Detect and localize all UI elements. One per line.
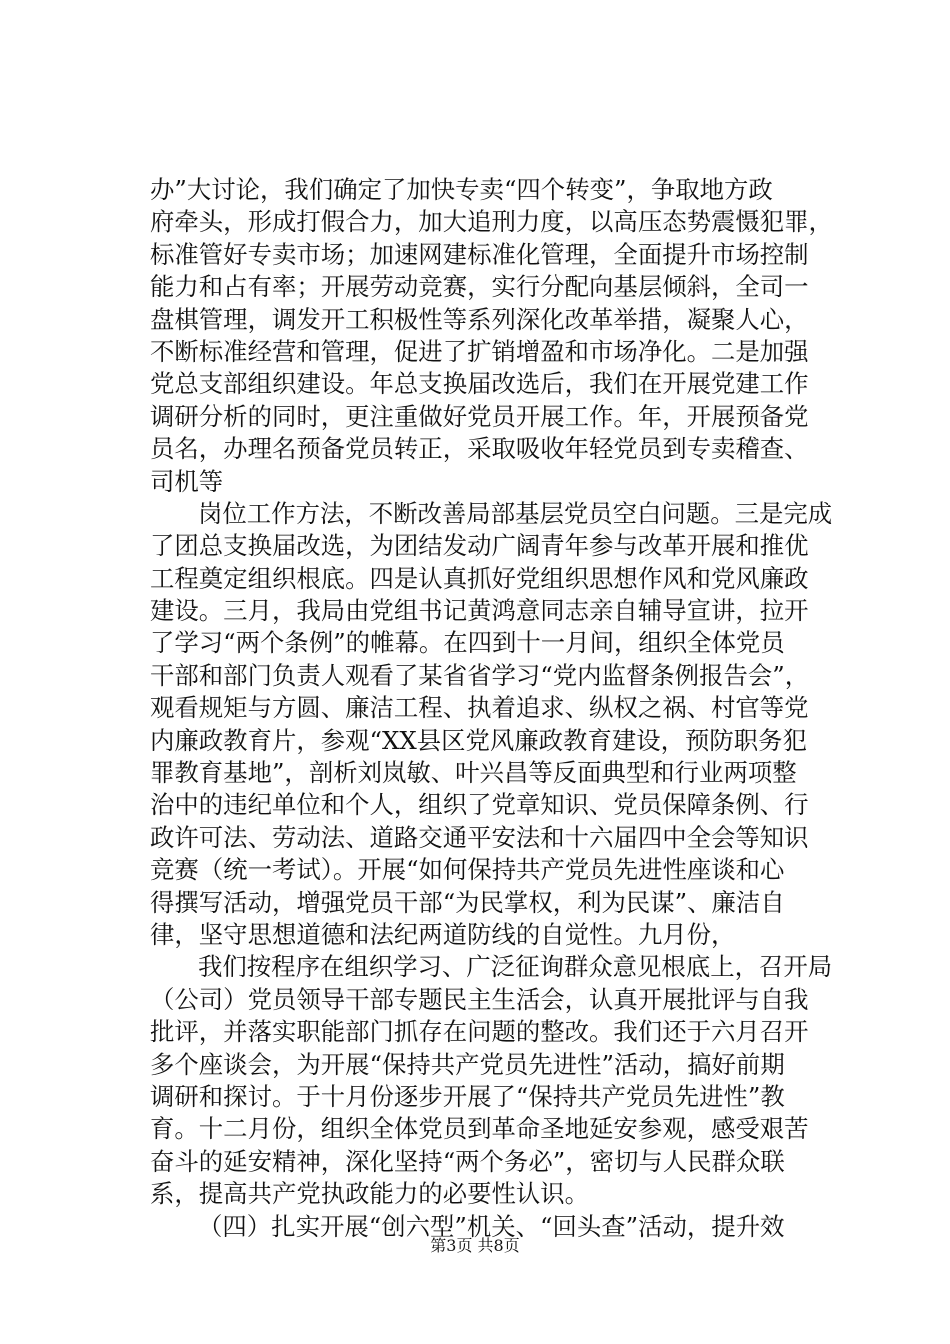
text-line: 岗位工作方法，不断改善局部基层党员空白问题。三是完成 [198,498,833,528]
text-line: 政许可法、劳动法、道路交通平安法和十六届四中全会等知识 [150,822,809,852]
text-line: 办”大讨论，我们确定了加快专卖“四个转变”，争取地方政 [150,175,773,204]
text-line: 竞赛（统一考试）。开展“如何保持共产党员先进性座谈和心 [150,855,785,885]
text-line: 了学习“两个条例”的帷幕。在四到十一月间，组织全体党员 [150,628,785,658]
body-text [150,174,833,1243]
text-line: 工程奠定组织根底。四是认真抓好党组织思想作风和党风廉政 [150,563,809,593]
text-line: 罪教育基地”，剖析刘岚敏、叶兴昌等反面典型和行业两项整 [150,758,797,788]
text-line: 观看规矩与方圆、廉洁工程、执着追求、纵权之祸、村官等党 [150,693,809,723]
text-line: 我们按程序在组织学习、广泛征询群众意见根底上，召开局 [198,952,833,982]
text-line: 能力和占有率；开展劳动竞赛，实行分配向基层倾斜，全司一 [150,272,809,302]
text-line: 员名，办理名预备党员转正，采取吸收年轻党员到专卖稽查、 [150,434,809,464]
text-line: 不断标准经营和管理，促进了扩销增盈和市场净化。二是加强 [150,336,809,366]
text-line: 了团总支换届改选，为团结发动广阔青年参与改革开展和推优 [150,531,809,561]
text-line: 党总支部组织建设。年总支换届改选后，我们在开展党建工作 [150,369,809,399]
text-line: 批评，并落实职能部门抓存在问题的整改。我们还于六月召开 [150,1017,809,1047]
text-line: 系，提高共产党执政能力的必要性认识。 [150,1179,590,1209]
text-line: 律，坚守思想道德和法纪两道防线的自觉性。九月份， [150,919,736,949]
text-line: （公司）党员领导干部专题民主生活会，认真开展批评与自我 [150,984,809,1014]
text-line: 建设。三月，我局由党组书记黄鸿意同志亲自辅导宣讲，拉开 [150,596,809,626]
page-footer: 第3页 共8页 [430,1236,520,1255]
text-line: 多个座谈会，为开展“保持共产党员先进性”活动，搞好前期 [150,1049,785,1079]
text-line: 育。十二月份，组织全体党员到革命圣地延安参观，感受艰苦 [150,1114,809,1144]
text-line: （四）扎实开展“创六型”机关、“回头查”活动，提升效 [198,1211,785,1241]
text-line: 调研分析的同时，更注重做好党员开展工作。年，开展预备党 [150,401,809,431]
text-line: 奋斗的延安精神，深化坚持“两个务必”，密切与人民群众联 [150,1146,785,1176]
text-line: 调研和探讨。于十月份逐步开展了“保持共产党员先进性”教 [150,1081,785,1111]
text-line: 盘棋管理，调发开工积极性等系列深化改革举措，凝聚人心， [150,304,809,334]
text-line: 干部和部门负责人观看了某省省学习“党内监督条例报告会”， [150,660,810,690]
text-line: 府牵头，形成打假合力，加大追刑力度，以高压态势震慑犯罪， [150,207,833,237]
text-line: 司机等 [150,466,224,496]
text-line: 得撰写活动，增强党员干部“为民掌权，利为民谋”、廉洁自 [150,887,785,917]
text-line: 治中的违纪单位和个人，组织了党章知识、党员保障条例、行 [150,790,809,820]
text-line: 标准管好专卖市场；加速网建标准化管理，全面提升市场控制 [150,239,809,269]
text-line: 内廉政教育片，参观“XX县区党风廉政教育建设，预防职务犯 [150,725,807,755]
